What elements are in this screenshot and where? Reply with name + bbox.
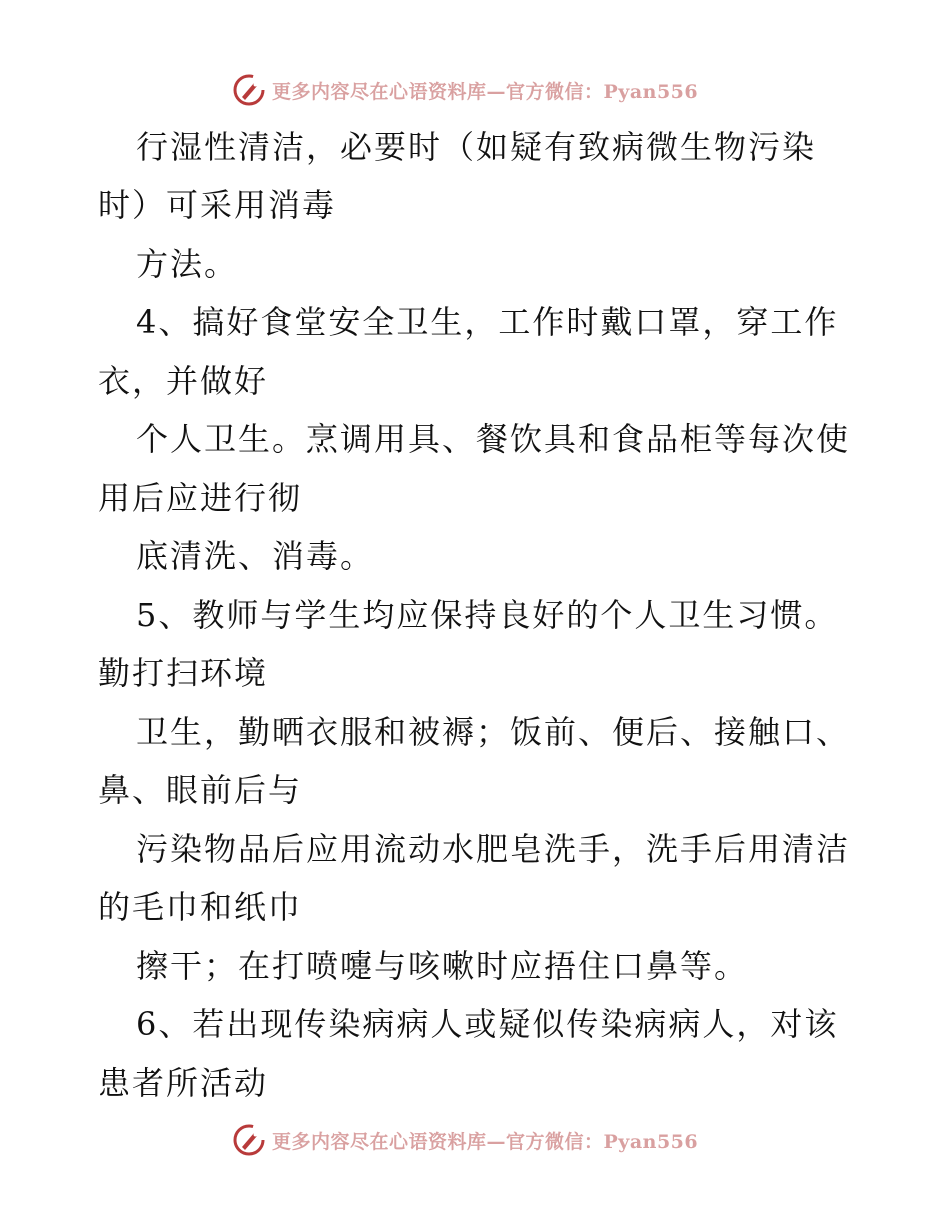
text-line: 5、教师与学生均应保持良好的个人卫生习惯。 [136,596,839,634]
pen-nib-circle-icon [232,73,266,107]
text-line: 时）可采用消毒 [98,186,337,224]
text-line: 鼻、眼前后与 [98,771,303,809]
header-watermark [232,70,732,110]
text-line: 方法。 [136,245,239,283]
pen-nib-circle-icon [232,1123,266,1157]
text-line: 患者所活动 [98,1064,269,1102]
text-line: 污染物品后应用流动水肥皂洗手，洗手后用清洁 [136,830,851,868]
footer-watermark [232,1120,732,1160]
text-line: 4、搞好食堂安全卫生，工作时戴口罩，穿工作 [136,303,839,341]
text-line: 衣，并做好 [98,362,269,400]
text-line: 擦干；在打喷嚏与咳嗽时应捂住口鼻等。 [136,947,749,985]
text-line: 卫生，勤晒衣服和被褥；饭前、便后、接触口、 [136,713,851,751]
text-line: 勤打扫环境 [98,654,269,692]
text-line: 行湿性清洁，必要时（如疑有致病微生物污染 [136,128,817,166]
text-line: 6、若出现传染病病人或疑似传染病病人，对该 [136,1005,839,1043]
text-line: 的毛巾和纸巾 [98,888,303,926]
text-line: 用后应进行彻 [98,479,303,517]
text-line: 个人卫生。烹调用具、餐饮具和食品柜等每次使 [136,420,851,458]
text-line: 底清洗、消毒。 [136,537,375,575]
header-watermark-text: 更多内容尽在心语资料库—官方微信：Pyan556 [272,80,699,103]
footer-watermark-text: 更多内容尽在心语资料库—官方微信：Pyan556 [272,1130,699,1153]
